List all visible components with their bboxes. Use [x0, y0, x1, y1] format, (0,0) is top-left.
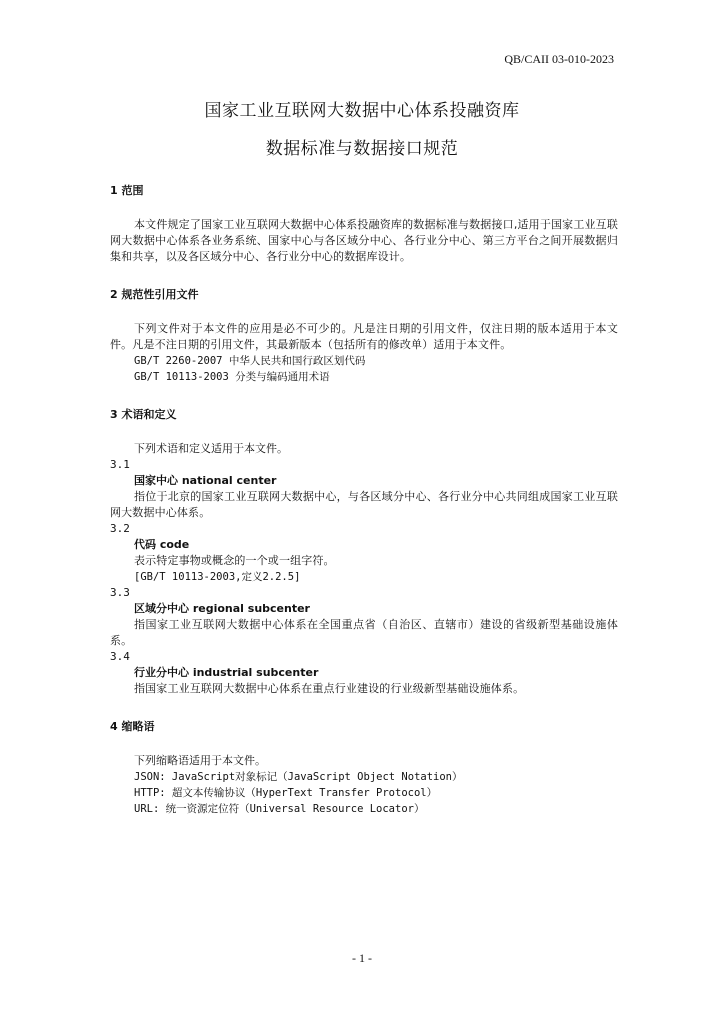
section-heading-scope: 1 范围 — [110, 184, 144, 197]
term-number: 3.4 — [110, 650, 130, 663]
document-body — [110, 183, 618, 817]
page-number: - 1 - — [352, 951, 372, 965]
abbreviations-intro: 下列缩略语适用于本文件。 — [134, 754, 266, 767]
abbreviation-item: HTTP: 超文本传输协议（HyperText Transfer Protocol） — [134, 787, 438, 799]
abbreviation-item: JSON: JavaScript对象标记（JavaScript Object Notation） — [134, 771, 463, 783]
term-definition: 指国家工业互联网大数据中心体系在重点行业建设的行业级新型基础设施体系。 — [134, 682, 525, 695]
reference-item: GB/T 10113-2003 分类与编码通用术语 — [134, 371, 330, 383]
document-title-line2: 数据标准与数据接口规范 — [265, 139, 459, 159]
section-heading-normative-references: 2 规范性引用文件 — [110, 288, 199, 301]
term-title: 代码 code — [134, 538, 190, 551]
term-title: 行业分中心 industrial subcenter — [134, 666, 319, 679]
document-title-line1: 国家工业互联网大数据中心体系投融资库 — [204, 101, 520, 121]
standard-code: QB/CAII 03-010-2023 — [504, 52, 614, 66]
scope-paragraph: 本文件规定了国家工业互联网大数据中心体系投融资库的数据标准与数据接口,适用于国家工业互联网大数据中心体系各业务系统、国家中心与各区域分中心、各行业分中心、第三方平台之间开展数据归集和共享，以及各区域分中心、各行业分中心的数据库设计。 — [110, 218, 618, 263]
term-number: 3.2 — [110, 522, 130, 535]
reference-item: GB/T 2260-2007 中华人民共和国行政区划代码 — [134, 355, 366, 367]
term-number: 3.1 — [110, 458, 130, 471]
term-definition: 指位于北京的国家工业互联网大数据中心，与各区域分中心、各行业分中心共同组成国家工业互联网大数据中心体系。 — [110, 490, 618, 519]
term-title: 国家中心 national center — [134, 474, 277, 487]
section-heading-terms: 3 术语和定义 — [110, 408, 177, 421]
terms-intro: 下列术语和定义适用于本文件。 — [134, 442, 288, 455]
abbreviation-item: URL: 统一资源定位符（Universal Resource Locator） — [134, 803, 425, 815]
references-paragraph: 下列文件对于本文件的应用是必不可少的。凡是注日期的引用文件，仅注日期的版本适用于本文件。凡是不注日期的引用文件，其最新版本（包括所有的修改单）适用于本文件。 — [110, 322, 618, 351]
term-definition: 表示特定事物或概念的一个或一组字符。 — [134, 554, 335, 567]
term-definition: 指国家工业互联网大数据中心体系在全国重点省（自治区、直辖市）建设的省级新型基础设施体系。 — [110, 618, 618, 647]
term-source: [GB/T 10113-2003,定义2.2.5] — [134, 571, 301, 583]
term-title: 区域分中心 regional subcenter — [134, 602, 310, 615]
term-number: 3.3 — [110, 586, 130, 599]
section-heading-abbreviations: 4 缩略语 — [110, 720, 155, 733]
